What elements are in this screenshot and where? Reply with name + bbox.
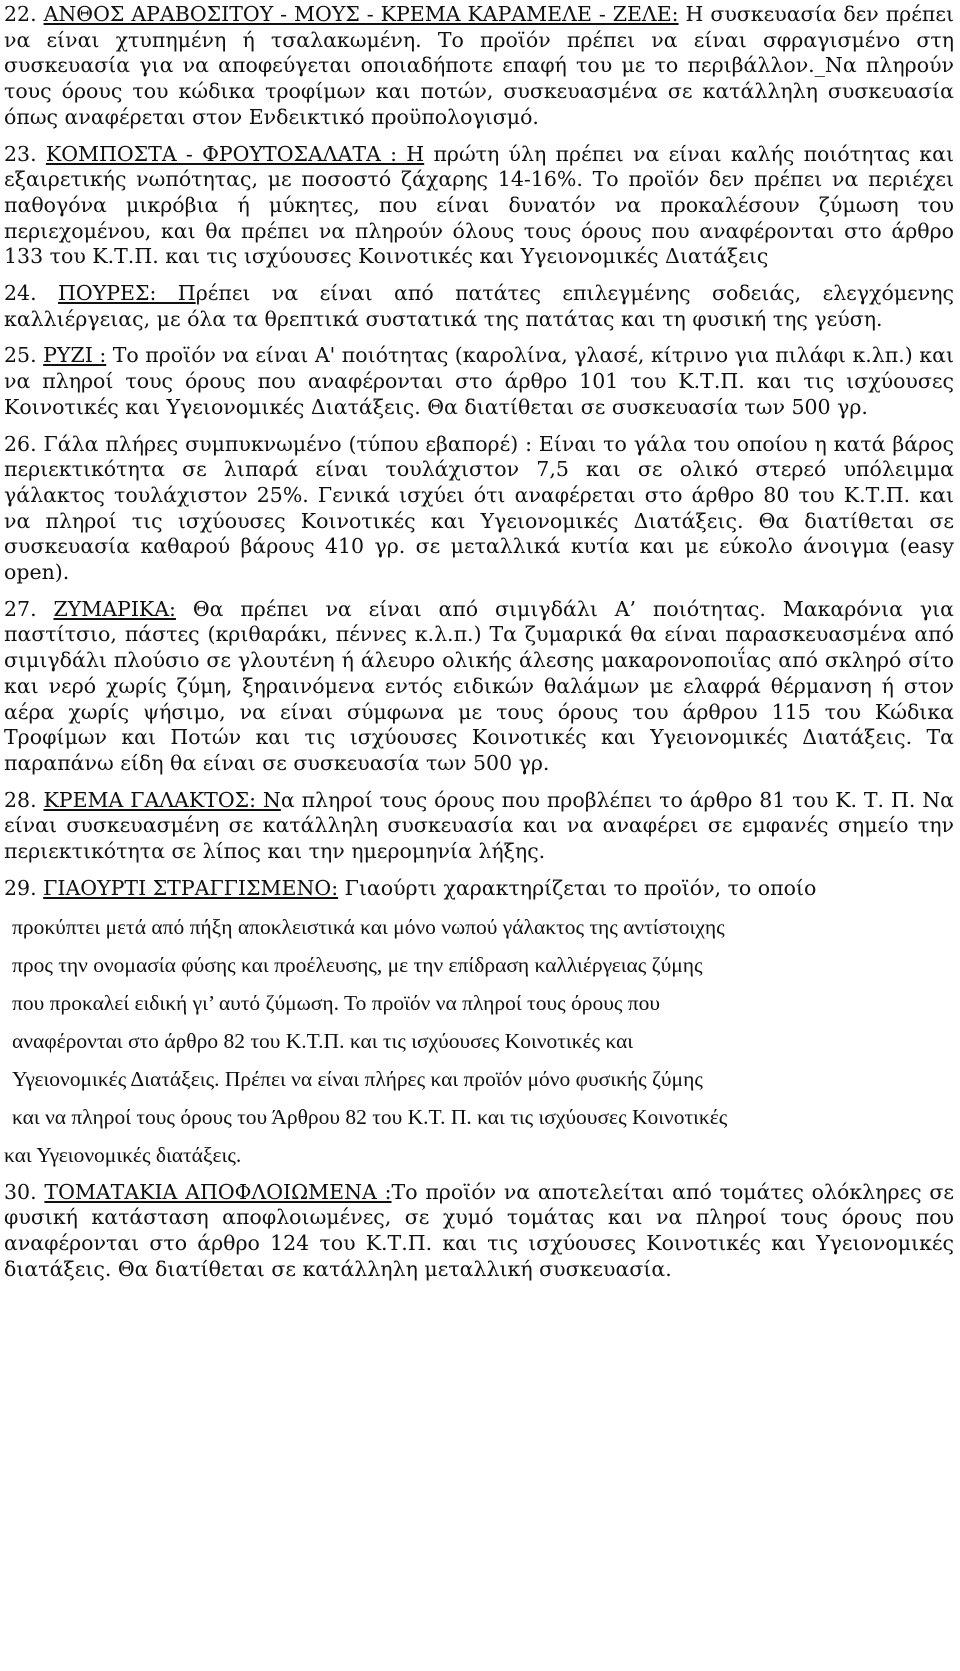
item-number: 22. — [4, 2, 37, 26]
item-25 — [4, 343, 954, 420]
item-number: 24. — [4, 281, 37, 306]
item-28 — [4, 788, 954, 865]
item-heading: ΡΥΖΙ : — [43, 343, 107, 368]
continuation-line: και Υγειονομικές διατάξεις. — [4, 1142, 242, 1167]
item-number: 27. — [4, 596, 37, 621]
item-heading: ΑΝΘΟΣ ΑΡΑΒΟΣΙΤΟΥ - ΜΟΥΣ - ΚΡΕΜΑ ΚΑΡΑΜΕΛΕ - ΖΕΛΕ: — [43, 2, 679, 26]
continuation-line: αναφέρονται στο άρθρο 82 του Κ.Τ.Π. και τις ισχύουσες Κοινοτικές και — [12, 1028, 634, 1053]
item-30 — [4, 1180, 954, 1283]
continuation-line: που προκαλεί ειδική γι’ αυτό ζύμωση. Το προϊόν να πληροί τους όρους που — [12, 990, 660, 1015]
item-23 — [4, 142, 954, 271]
continuation-line: και να πληροί τους όρους του Άρθρου 82 του Κ.Τ. Π. και τις ισχύουσες Κοινοτικές — [12, 1104, 728, 1129]
item-number: 23. — [4, 141, 37, 166]
continuation-line: προκύπτει μετά από πήξη αποκλειστικά και μόνο νωπού γάλακτος της αντίστοιχης — [12, 914, 725, 939]
item-body: Γάλα πλήρες συμπυκνωμένο (τύπου εβαπορέ) : Είναι το γάλα του οποίου η κατά βάρος περιεκτικότητα σε λιπαρά είναι τουλάχιστον 7,5 και σε ολικό στερεό υπόλειμμα γάλακτος τουλάχιστον 25%. Γενικά ισχύει ότι αναφέρεται στο άρθρο 80 του Κ.Τ.Π. και να πληροί τις ισχύουσες Κοινοτικές και Υγειονομικές Διατάξεις. Θα διατίθεται σε συσκευασία καθαρού βάρους 410 γρ. σε μεταλλικά κυτία και με εύκολο άνοιγμα (easy open). — [4, 431, 954, 585]
item-heading: ΤΟΜΑΤΑΚΙΑ ΑΠΟΦΛΟΙΩΜΕΝΑ : — [44, 1179, 392, 1204]
item-29 — [4, 876, 954, 902]
item-heading: ΚΟΜΠΟΣΤΑ - ΦΡΟΥΤΟΣΑΛΑΤΑ : Η — [45, 141, 425, 166]
item-body: Η συσκευασία δεν πρέπει να είναι χτυπημένη ή τσαλακωμένη. Το προϊόν πρέπει να είναι σφραγισμένο στη συσκευασία για να αποφεύγεται οποιαδήποτε επαφή του με το περιβάλλον._Να πληρούν τους όρους του κώδικα τροφίμων και ποτών, συσκευασμένα σε κατάλληλη συσκευασία όπως αναφέρεται στον Ενδεικτικό προϋπολογισμό. — [4, 2, 954, 129]
item-number: 29. — [4, 875, 37, 900]
continuation-line: Υγειονομικές Διατάξεις. Πρέπει να είναι πλήρες και προϊόν μόνο φυσικής ζύμης — [12, 1066, 703, 1091]
item-body: Θα πρέπει να είναι από σιμιγδάλι Α’ ποιότητας. Μακαρόνια για παστίτσιο, πάστες (κριθαράκι, πέννες κ.λ.π.) Τα ζυμαρικά θα είναι παρασκευασμένα από σιμιγδάλι πλούσιο σε γλουτένη ή άλευρο ολικής άλεσης μακαρονοποιΐας από σκληρό σίτο και νερό χωρίς ζύμη, ξηραινόμενα εντός ειδικών θαλάμων με ελαφρά θέρμανση ή στον αέρα χωρίς ψήσιμο, να είναι σύμφωνα με τους όρους του άρθρου 115 του Κώδικα Τροφίμων και Ποτών και τις ισχύουσες Κοινοτικές και Υγειονομικές Διατάξεις. Τα παραπάνω είδη θα είναι σε συσκευασία των 500 γρ. — [4, 596, 954, 775]
item-heading: ΖΥΜΑΡΙΚΑ: — [53, 596, 176, 621]
item-heading: ΚΡΕΜΑ ΓΑΛΑΚΤΟΣ: Ν — [43, 787, 281, 812]
item-heading: ΓΙΑΟΥΡΤΙ ΣΤΡΑΓΓΙΣΜΕΝΟ: — [43, 875, 339, 900]
item-29-continuation — [4, 908, 954, 1174]
continuation-line: προς την ονομασία φύσης και προέλευσης, με την επίδραση καλλιέργειας ζύμης — [12, 952, 703, 977]
item-body: α πληροί τους όρους που προβλέπει το άρθρο 81 του Κ. Τ. Π. Να είναι συσκευασμένη σε κατάλληλη συσκευασία και να αναφέρει σε εμφανές σημείο την περιεκτικότητα σε λίπος και την ημερομηνία λήξης. — [4, 787, 954, 864]
item-24 — [4, 281, 954, 332]
item-heading: ΠΟΥΡΕΣ: Π — [58, 281, 196, 306]
item-26 — [4, 432, 954, 586]
item-body: Γιαούρτι χαρακτηρίζεται το προϊόν, το οποίο — [338, 875, 817, 900]
item-number: 30. — [4, 1179, 37, 1204]
item-body: Το προϊόν να αποτελείται από τομάτες ολόκληρες σε φυσική κατάσταση αποφλοιωμένες, σε χυμό τομάτας και να πληροί τους όρους που αναφέρονται στο άρθρο 124 του Κ.Τ.Π. και τις ισχύουσες Κοινοτικές και Υγειονομικές διατάξεις. Θα διατίθεται σε κατάλληλη μεταλλική συσκευασία. — [4, 1179, 954, 1281]
item-number: 28. — [4, 787, 37, 812]
item-body: ρέπει να είναι από πατάτες επιλεγμένης σοδειάς, ελεγχόμενης καλλιέργειας, με όλα τα θρεπτικά συστατικά της πατάτας και τη φυσική της γεύση. — [4, 281, 954, 331]
item-22 — [4, 2, 954, 131]
item-body: Το προϊόν να είναι Α' ποιότητας (καρολίνα, γλασέ, κίτρινο για πιλάφι κ.λπ.) και να πληροί τους όρους που αναφέρονται στο άρθρο 101 του Κ.Τ.Π. και τις ισχύουσες Κοινοτικές και Υγειονομικές Διατάξεις. Θα διατίθεται σε συσκευασία των 500 γρ. — [4, 343, 954, 419]
item-27 — [4, 597, 954, 777]
item-number: 26. — [4, 431, 37, 456]
item-body: πρώτη ύλη πρέπει να είναι καλής ποιότητας και εξαιρετικής νωπότητας, με ποσοστό ζάχαρης 14-16%. Το προϊόν δεν πρέπει να περιέχει παθογόνα μικρόβια ή μύκητες, που είναι δυνατόν να προκαλέσουν ζύμωση του περιεχομένου, και θα πρέπει να πληρούν όλους τους όρους που αναφέρονται στο άρθρο 133 του Κ.Τ.Π. και τις ισχύουσες Κοινοτικές και Υγειονομικές Διατάξεις — [4, 141, 954, 269]
item-number: 25. — [4, 343, 37, 368]
